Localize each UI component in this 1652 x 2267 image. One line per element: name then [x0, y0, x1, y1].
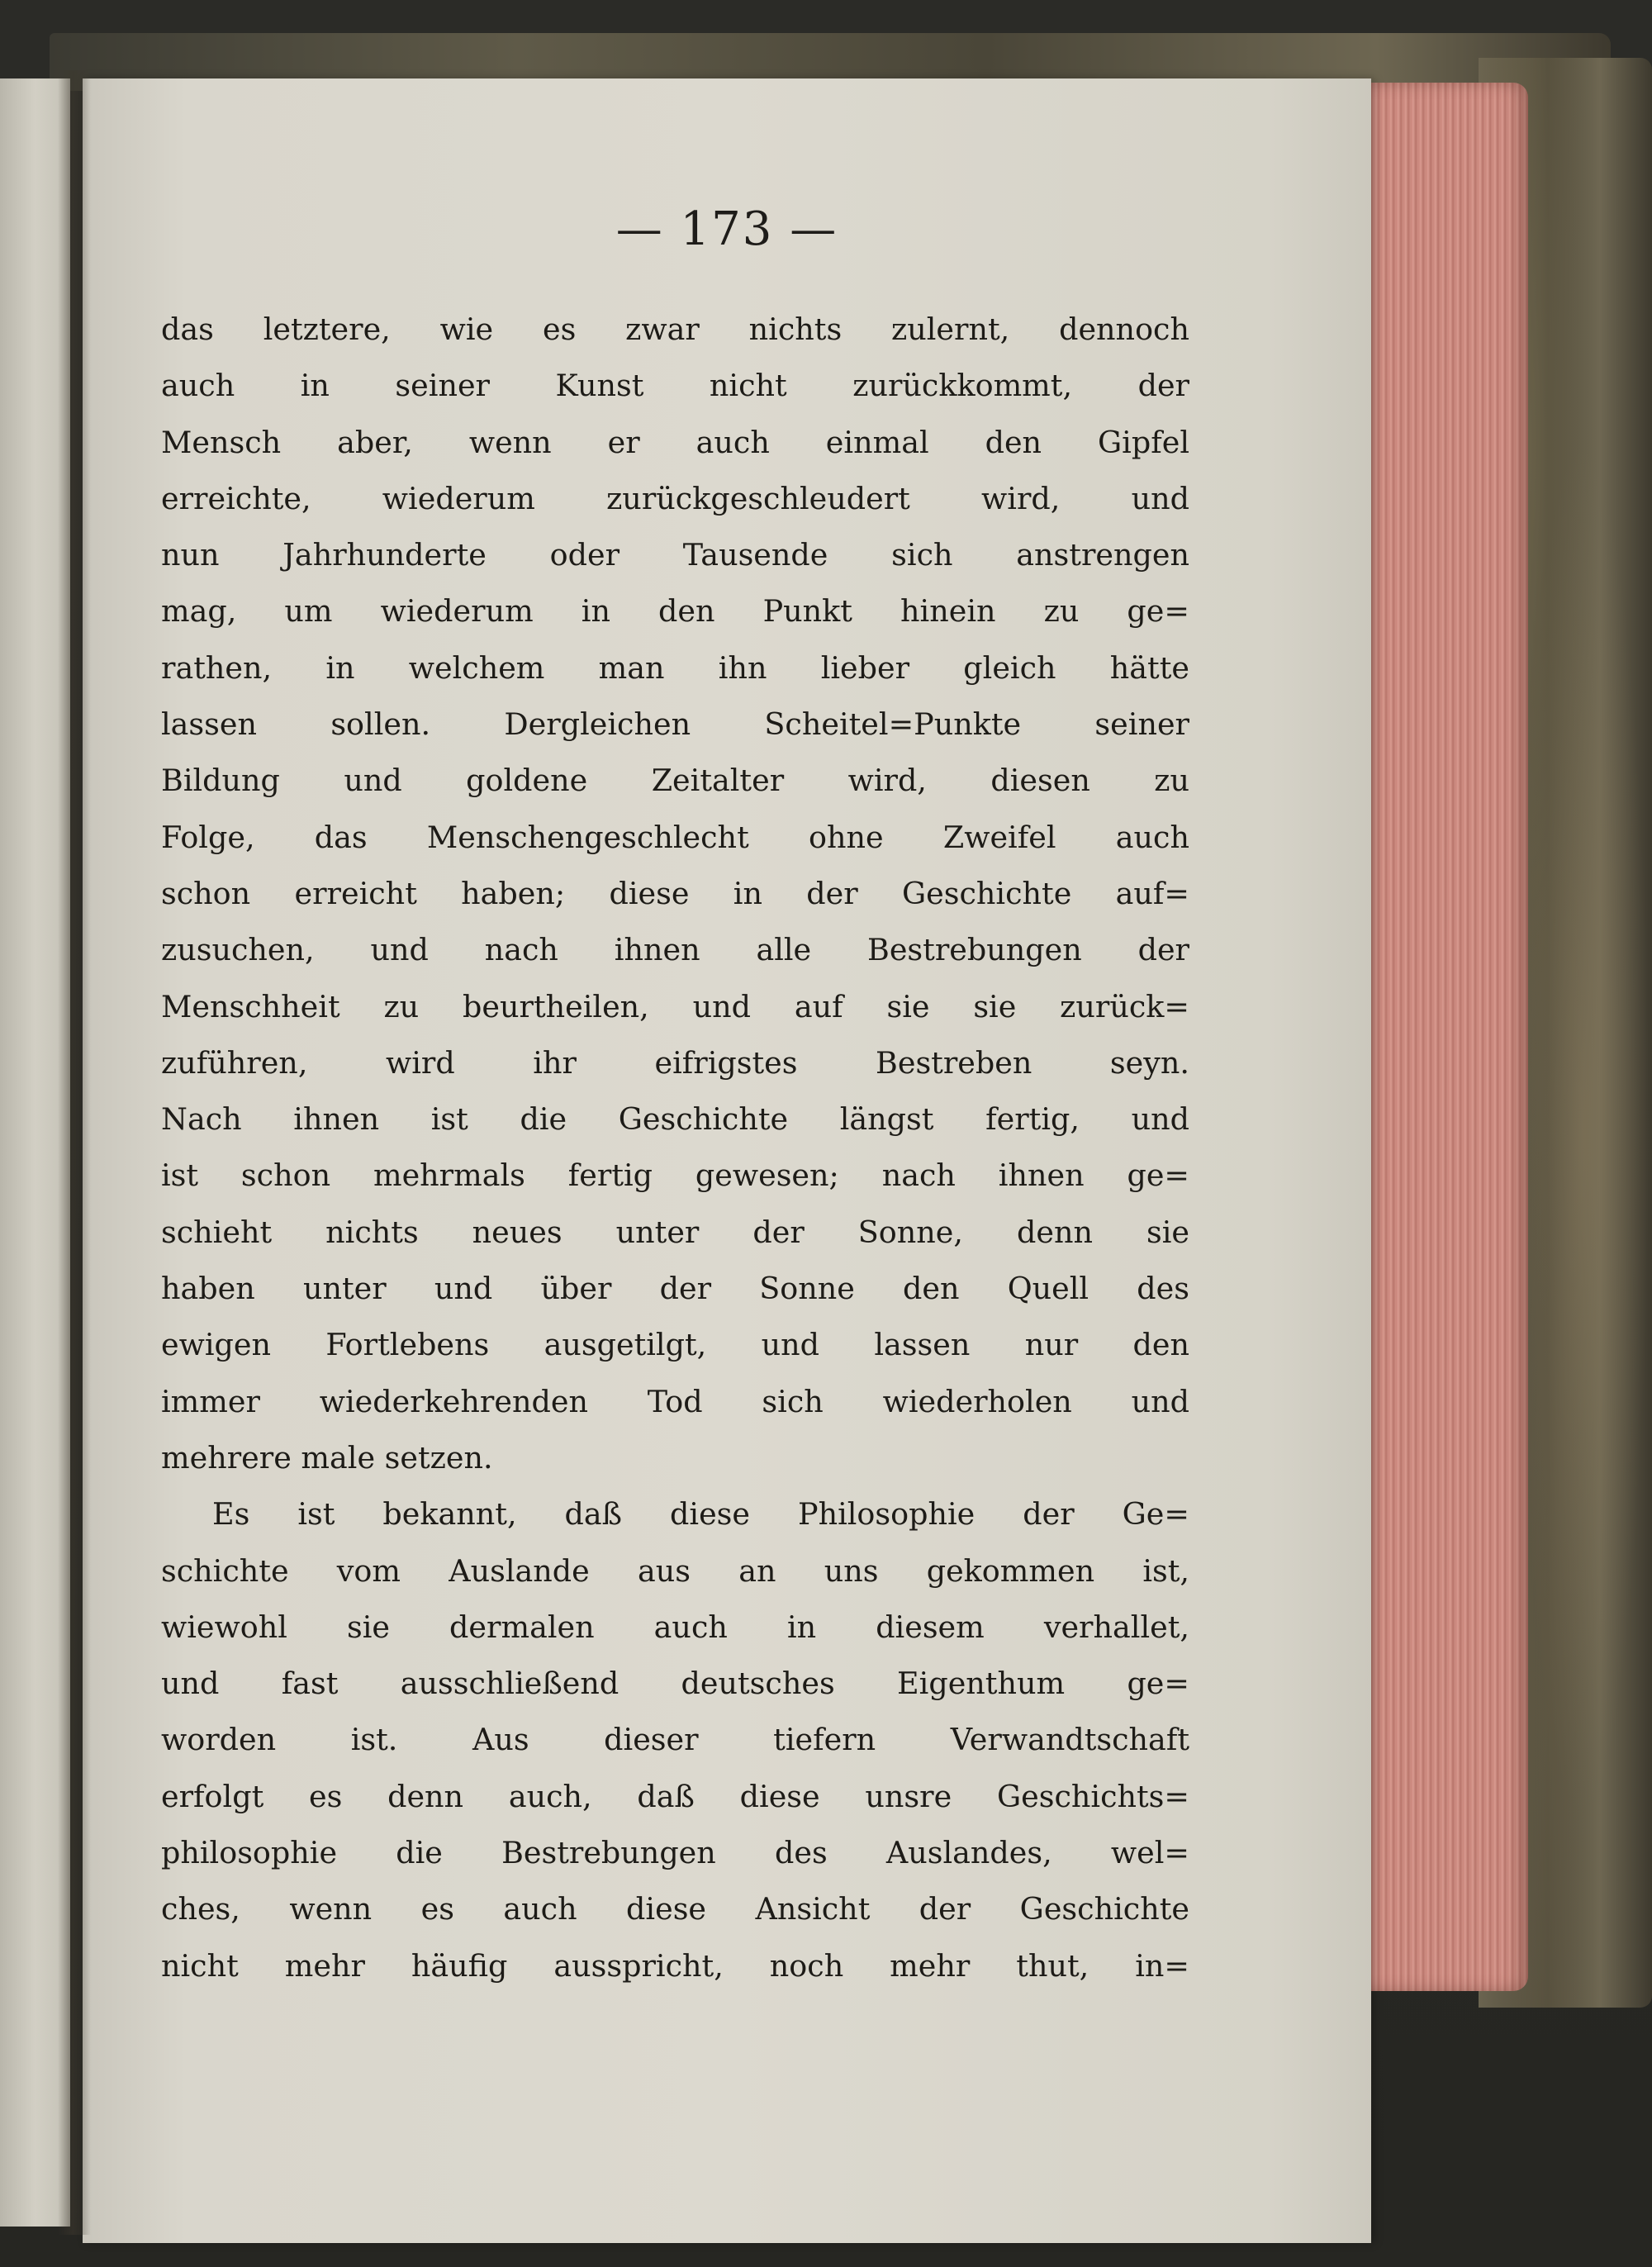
- text-line: immer wiederkehrenden Tod sich wiederholen und: [161, 1383, 1189, 1419]
- book-page: [83, 78, 1371, 2243]
- text-line: zusuchen, und nach ihnen alle Bestrebungen der: [161, 932, 1189, 968]
- text-line: schieht nichts neues unter der Sonne, denn sie: [161, 1214, 1189, 1250]
- text-line: worden ist. Aus dieser tiefern Verwandtschaft: [161, 1722, 1189, 1758]
- text-line: Nach ihnen ist die Geschichte längst fertig, und: [161, 1101, 1189, 1138]
- text-line: Folge, das Menschengeschlecht ohne Zweifel auch: [161, 819, 1189, 855]
- page-number: — 173 —: [615, 202, 838, 256]
- text-line: wiewohl sie dermalen auch in diesem verhallet,: [161, 1609, 1189, 1645]
- page-fore-edge: [1359, 83, 1528, 1991]
- text-line: das letztere, wie es zwar nichts zulernt, dennoch: [161, 311, 1189, 347]
- text-line: und fast ausschließend deutsches Eigenthum ge=: [161, 1666, 1189, 1702]
- text-line: Menschheit zu beurtheilen, und auf sie sie zurück=: [161, 988, 1189, 1024]
- text-line: schon erreicht haben; diese in der Geschichte auf=: [161, 875, 1189, 911]
- text-line: ewigen Fortlebens ausgetilgt, und lassen nur den: [161, 1327, 1189, 1363]
- text-line: ist schon mehrmals fertig gewesen; nach ihnen ge=: [161, 1157, 1189, 1194]
- paragraph-first-line: Es ist bekannt, daß diese Philosophie der Ge=: [212, 1496, 1189, 1533]
- text-line: schichte vom Auslande aus an uns gekommen ist,: [161, 1552, 1189, 1589]
- text-line: erreichte, wiederum zurückgeschleudert wird, und: [161, 480, 1189, 516]
- text-line: ches, wenn es auch diese Ansicht der Geschichte: [161, 1891, 1189, 1927]
- text-line: erfolgt es denn auch, daß diese unsre Geschichts=: [161, 1778, 1189, 1814]
- page-text: [161, 302, 1189, 1994]
- text-line: philosophie die Bestrebungen des Auslandes, wel=: [161, 1835, 1189, 1871]
- text-line: auch in seiner Kunst nicht zurückkommt, der: [161, 368, 1189, 404]
- text-line: lassen sollen. Dergleichen Scheitel=Punkte seiner: [161, 706, 1189, 743]
- text-line: Mensch aber, wenn er auch einmal den Gipfel: [161, 424, 1189, 460]
- text-line: Bildung und goldene Zeitalter wird, diesen zu: [161, 763, 1189, 799]
- text-line: haben unter und über der Sonne den Quell des: [161, 1271, 1189, 1307]
- text-line: zuführen, wird ihr eifrigstes Bestreben seyn.: [161, 1044, 1189, 1081]
- book-gutter-shadow: [58, 70, 91, 2235]
- text-line: mag, um wiederum in den Punkt hinein zu ge=: [161, 593, 1189, 630]
- text-line: rathen, in welchem man ihn lieber gleich hätte: [161, 649, 1189, 686]
- text-line: nicht mehr häufig ausspricht, noch mehr thut, in=: [161, 1947, 1189, 1984]
- text-line: nun Jahrhunderte oder Tausende sich anstrengen: [161, 537, 1189, 573]
- text-line: mehrere male setzen.: [161, 1439, 493, 1476]
